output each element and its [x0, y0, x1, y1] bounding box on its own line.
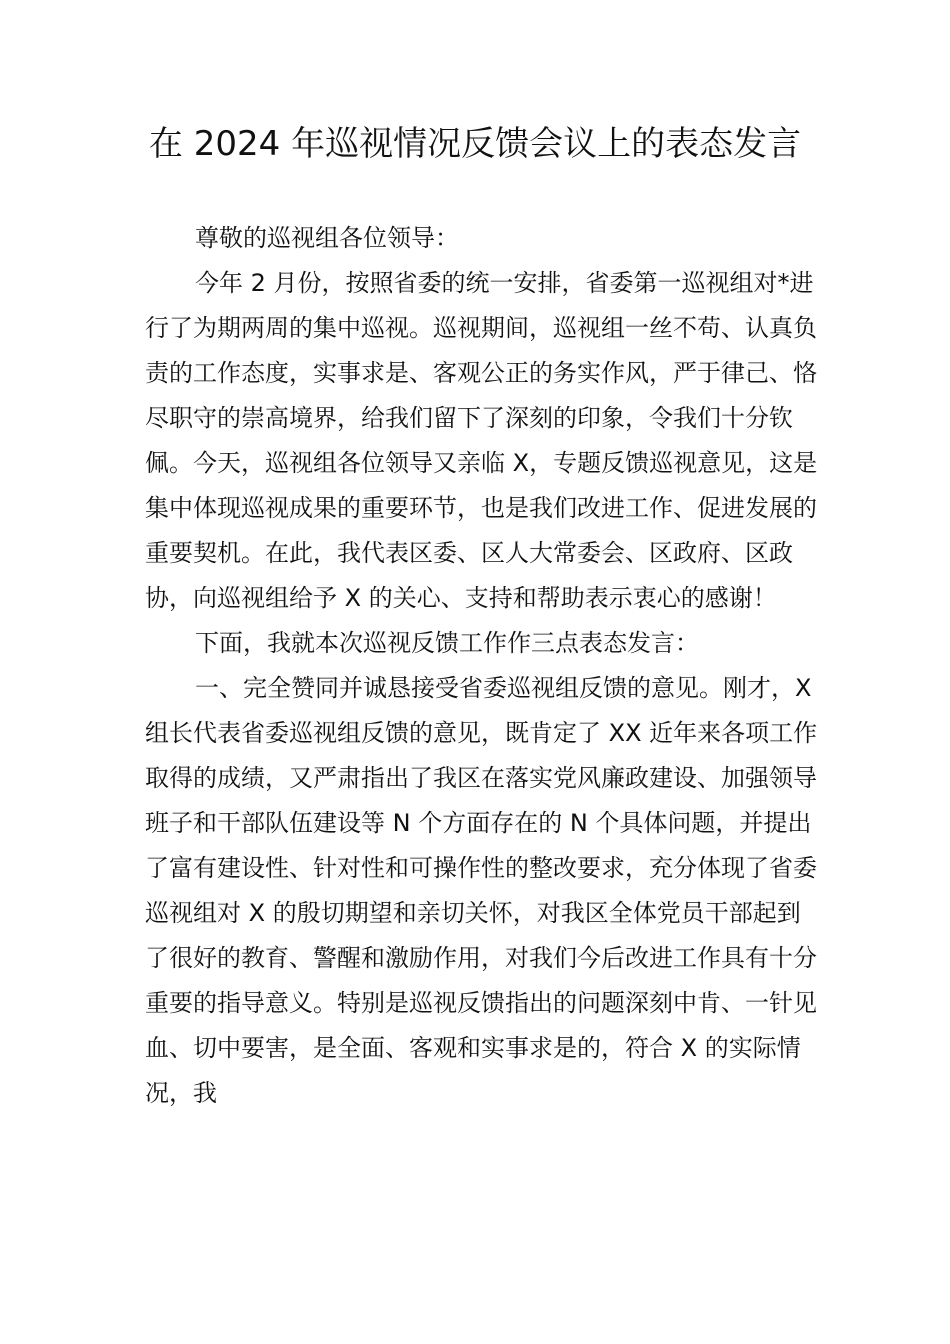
- paragraph-outline: 下面，我就本次巡视反馈工作作三点表态发言：: [195, 629, 699, 657]
- paragraph-intro: 今年 2 月份，按照省委的统一安排，省委第一巡视组对*进行了为期两周的集中巡视。巡视期间，巡视组一丝不苟、认真负责的工作态度，实事求是、客观公正的务实作风，严于律己、恪尽职守的崇高境界，给我们留下了深刻的印象，令我们十分钦佩。今天，巡视组各位领导又亲临 X，专题反馈巡视意见，这是集中体现巡视成果的重要环节，也是我们改进工作、促进发展的重要契机。在此，我代表区委、区人大常委会、区政府、区政协，向巡视组给予 X 的关心、支持和帮助表示衷心的感谢！: [145, 269, 818, 612]
- document-body: [145, 216, 820, 1116]
- salutation: 尊敬的巡视组各位领导：: [195, 224, 459, 252]
- document-title: 在 2024 年巡视情况反馈会议上的表态发言: [148, 124, 802, 164]
- paragraph-point-one: 一、完全赞同并诚恳接受省委巡视组反馈的意见。刚才，X 组长代表省委巡视组反馈的意见，既肯定了 XX 近年来各项工作取得的成绩，又严肃指出了我区在落实党风廉政建设、加强领导班子和干部队伍建设等 N 个方面存在的 N 个具体问题，并提出了富有建设性、针对性和可操作性的整改要求，充分体现了省委巡视组对 X 的殷切期望和亲切关怀，对我区全体党员干部起到了很好的教育、警醒和激励作用，对我们今后改进工作具有十分重要的指导意义。特别是巡视反馈指出的问题深刻中肯、一针见血、切中要害，是全面、客观和实事求是的，符合 X 的实际情况，我: [145, 674, 818, 1107]
